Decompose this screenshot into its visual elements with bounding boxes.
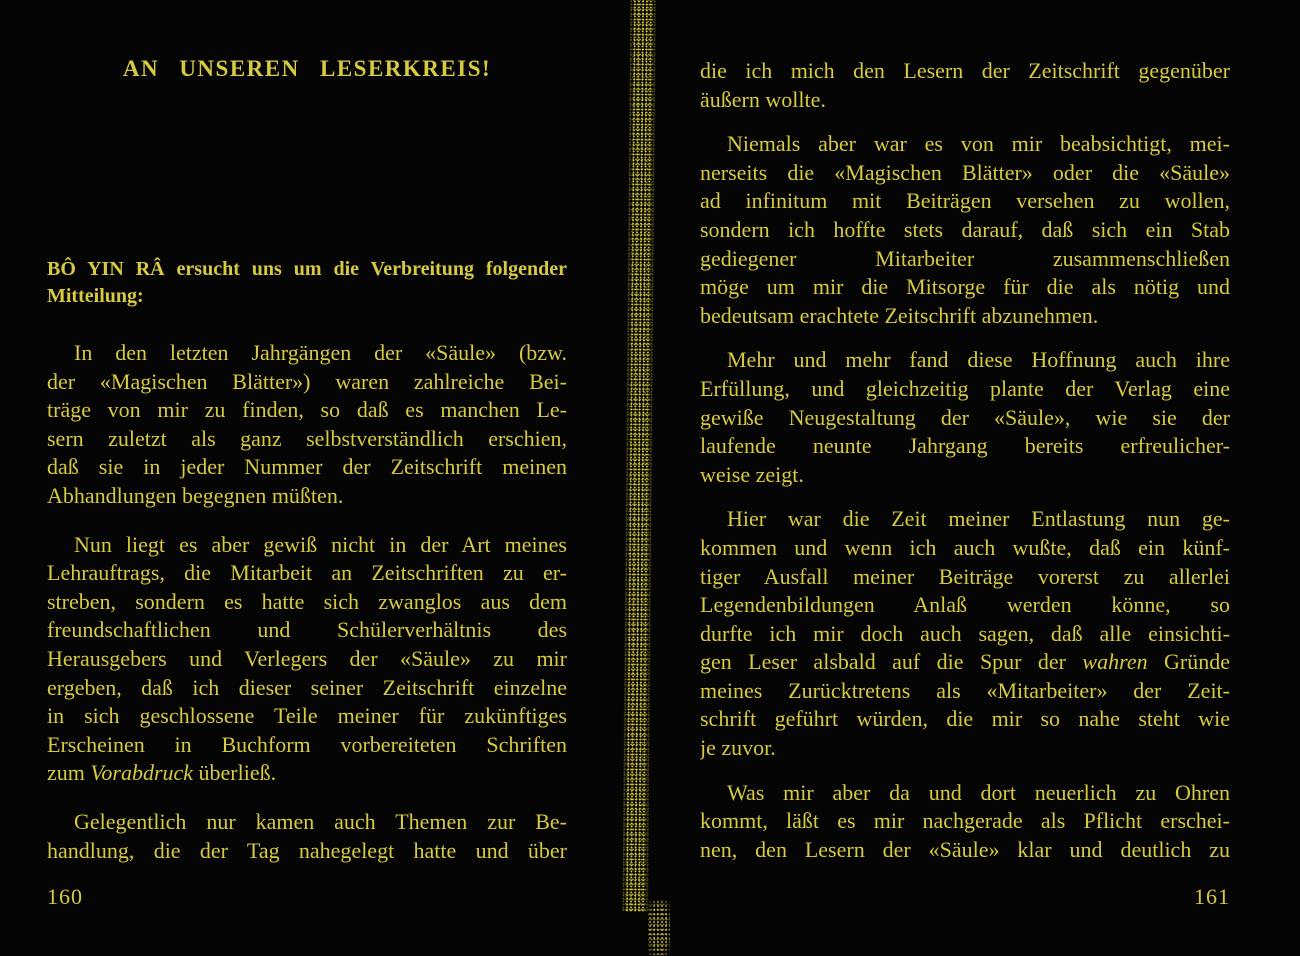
- text-line: handlung, die der Tag nahegelegt hatte und über: [47, 837, 567, 863]
- text-line: durfte ich mir doch auch sagen, daß alle einsichti-: [700, 620, 1230, 646]
- text-line: je zuvor.: [700, 735, 776, 761]
- text-line: in sich geschlossene Teile meiner für zukünftiges: [47, 703, 567, 729]
- text-line: kommen und wenn ich auch wußte, daß ein künf-: [700, 534, 1230, 560]
- text-line: ad infinitum mit Beiträgen versehen zu wollen,: [700, 188, 1230, 214]
- text-line: Mehr und mehr fand diese Hoffnung auch ihre: [727, 347, 1230, 373]
- text-line: bedeutsam erachtete Zeitschrift abzunehmen.: [700, 302, 1099, 328]
- editor-note: [47, 256, 567, 330]
- text-line: Was mir aber da und dort neuerlich zu Ohren: [727, 779, 1230, 805]
- left-page-body: [47, 339, 567, 885]
- text-line: nen, den Lesern der «Säule» klar und deutlich zu: [700, 836, 1230, 862]
- paragraph: [700, 57, 1230, 114]
- paragraph: [700, 779, 1230, 865]
- text-line: Gelegentlich nur kamen auch Themen zur Be-: [74, 808, 567, 834]
- text-line: Legendenbildungen Anlaß werden könne, so: [700, 592, 1230, 618]
- left-page: [47, 0, 567, 956]
- page-title: AN UNSEREN LESERKREIS!: [122, 56, 492, 81]
- text-line: laufende neunte Jahrgang bereits erfreulicher-: [700, 433, 1230, 459]
- text-line: Herausgebers und Verlegers der «Säule» zu mir: [47, 645, 567, 671]
- binding-gutter-noise: [621, 0, 657, 912]
- text-line: die ich mich den Lesern der Zeitschrift gegenüber: [700, 58, 1230, 83]
- page-number-left: 160: [47, 884, 83, 909]
- text-line: BÔ YIN RÂ ersucht uns um die Verbreitung folgender: [47, 258, 567, 280]
- text-line: möge um mir die Mitsorge für die als nötig und: [700, 274, 1230, 300]
- text-line: gediegener Mitarbeiter zusammenschließen: [700, 245, 1230, 271]
- text-line: äußern wollte.: [700, 86, 826, 112]
- text-line: zum Vorabdruck überließ.: [47, 760, 277, 786]
- text-line: der «Magischen Blätter») waren zahlreiche Bei-: [47, 368, 567, 394]
- paragraph: [47, 531, 567, 788]
- text-line: meines Zurücktretens als «Mitarbeiter» der Zeit-: [700, 677, 1230, 703]
- text-line: Erscheinen in Buchform vorbereiteten Schriften: [47, 731, 567, 757]
- text-line: freundschaftlichen und Schülerverhältnis des: [47, 617, 567, 643]
- text-line: In den letzten Jahrgängen der «Säule» (bzw.: [74, 340, 567, 365]
- text-line: kommt, läßt es mir nachgerade als Pflicht erschei-: [700, 808, 1230, 834]
- text-line: Niemals aber war es von mir beabsichtigt, mei-: [727, 131, 1230, 157]
- text-line: gen Leser alsbald auf die Spur der wahren Gründe: [700, 649, 1230, 675]
- text-line: träge von mir zu finden, so daß es manchen Le-: [47, 397, 567, 423]
- text-line: Lehrauftrags, die Mitarbeit an Zeitschriften zu er-: [47, 560, 567, 586]
- text-line: Hier war die Zeit meiner Entlastung nun ge-: [727, 506, 1230, 532]
- paragraph: [47, 808, 567, 865]
- paragraph: [700, 346, 1230, 489]
- text-line: sern zuletzt als ganz selbstverständlich erschien,: [47, 425, 567, 451]
- text-line: daß sie in jeder Nummer der Zeitschrift meinen: [47, 454, 567, 480]
- text-line: tiger Ausfall meiner Beiträge vorerst zu allerlei: [700, 563, 1230, 589]
- page-number-right: 161: [1194, 884, 1230, 909]
- text-line: Mitteilung:: [47, 285, 144, 307]
- text-line: weise zeigt.: [700, 461, 804, 487]
- right-page-body: [700, 57, 1230, 880]
- text-line: Erfüllung, und gleichzeitig plante der Verlag eine: [700, 375, 1230, 401]
- text-line: nerseits die «Magischen Blätter» oder die «Säule»: [700, 159, 1230, 185]
- binding-gutter-noise-bottom: [648, 900, 670, 956]
- text-line: streben, sondern es hatte sich zwanglos aus dem: [47, 588, 567, 614]
- paragraph: [700, 130, 1230, 330]
- text-line: Nun liegt es aber gewiß nicht in der Art meines: [74, 531, 567, 557]
- paragraph: [47, 256, 567, 310]
- paragraph: [47, 339, 567, 511]
- text-line: ergeben, daß ich dieser seiner Zeitschrift einzelne: [47, 674, 567, 700]
- text-line: schrift geführt würden, die mir so nahe steht wie: [700, 706, 1230, 732]
- text-line: sondern ich hoffte stets darauf, daß sich ein Stab: [700, 216, 1230, 242]
- right-page: [700, 0, 1230, 956]
- text-line: gewiße Neugestaltung der «Säule», wie sie der: [700, 404, 1230, 430]
- text-line: Abhandlungen begegnen müßten.: [47, 482, 344, 508]
- paragraph: [700, 505, 1230, 762]
